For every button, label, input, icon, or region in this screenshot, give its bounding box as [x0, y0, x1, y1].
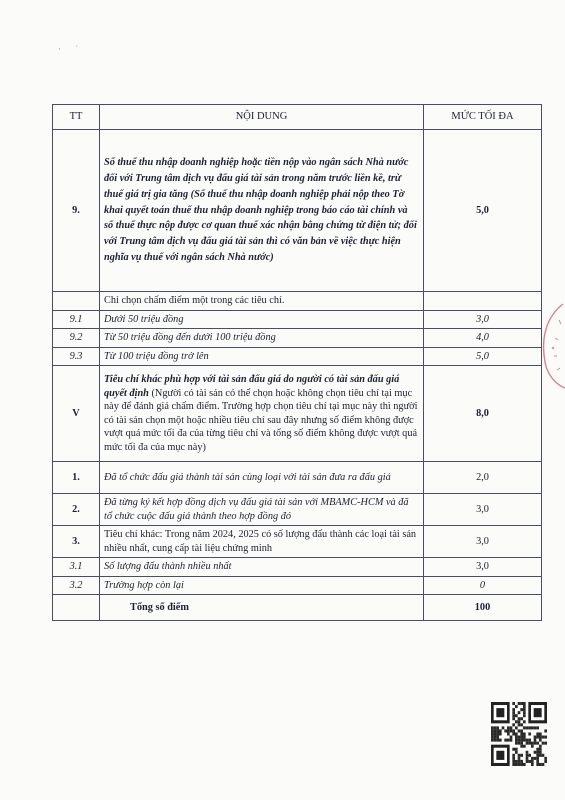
row-tt: 1. — [53, 462, 100, 494]
row-content: Tiêu chí khác: Trong năm 2024, 2025 có số lượng đấu thành các loại tài sản nhiều nhất, cung cấp tài liệu chứng minh — [100, 526, 424, 558]
row-max: 3,0 — [424, 310, 542, 329]
header-max: MỨC TỐI ĐA — [424, 105, 542, 130]
row-max: 5,0 — [424, 130, 542, 292]
row-tt: 3.2 — [53, 576, 100, 595]
row-content: Đã tổ chức đấu giá thành tài sản cùng loại với tài sản đưa ra đấu giá — [100, 462, 424, 494]
header-content: NỘI DUNG — [100, 105, 424, 130]
row-content-bold: Tiêu chí khác phù hợp với tài sản đấu giá do người có tài sản đấu giá quyết định — [104, 374, 400, 399]
table-row — [53, 526, 542, 558]
table-row — [53, 576, 542, 595]
row-max: 8,0 — [424, 366, 542, 462]
table-row — [53, 494, 542, 526]
row-content: Số thuế thu nhập doanh nghiệp hoặc tiền nộp vào ngân sách Nhà nước đối với Trung tâm dịch vụ đấu giá tài sản trong năm trước liền kề, trừ thuế giá trị gia tăng (Số thuế thu nhập doanh nghiệp phải nộp theo Tờ khai quyết toán thuế thu nhập doanh nghiệp trong báo cáo tài chính và số thuế thực nộp được cơ quan thuế xác nhận bằng chứng từ điện tử; đối với Trung tâm dịch vụ đấu giá tài sản thì có văn bản về việc thực hiện nghĩa vụ thuế với ngân sách Nhà nước) — [100, 130, 424, 292]
row-tt — [53, 292, 100, 311]
row-max: 5,0 — [424, 347, 542, 366]
row-content: Từ 50 triệu đồng đến dưới 100 triệu đồng — [100, 329, 424, 348]
criteria-table — [52, 104, 542, 621]
row-tt: 3. — [53, 526, 100, 558]
row-content: Dưới 50 triệu đồng — [100, 310, 424, 329]
row-content: Đã từng ký kết hợp đồng dịch vụ đấu giá tài sản với MBAMC-HCM và đã tổ chức cuộc đấu giá thành theo hợp đồng đó — [100, 494, 424, 526]
row-content — [100, 366, 424, 462]
row-max: 3,0 — [424, 558, 542, 577]
row-max — [424, 292, 542, 311]
table-row — [53, 366, 542, 462]
table-row — [53, 310, 542, 329]
total-max: 100 — [424, 595, 542, 621]
row-tt: 9.2 — [53, 329, 100, 348]
row-tt: 9.1 — [53, 310, 100, 329]
row-max: 0 — [424, 576, 542, 595]
row-tt: 3.1 — [53, 558, 100, 577]
table-row — [53, 347, 542, 366]
row-max: 3,0 — [424, 494, 542, 526]
row-tt: 2. — [53, 494, 100, 526]
table-row — [53, 292, 542, 311]
qr-code — [491, 702, 547, 766]
row-content: Trường hợp còn lại — [100, 576, 424, 595]
row-max: 2,0 — [424, 462, 542, 494]
row-content: Số lượng đấu thành nhiều nhất — [100, 558, 424, 577]
total-tt — [53, 595, 100, 621]
total-label: Tổng số điểm — [100, 595, 424, 621]
row-content: Từ 100 triệu đồng trở lên — [100, 347, 424, 366]
table-row — [53, 329, 542, 348]
header-tt: TT — [53, 105, 100, 130]
table-header-row — [53, 105, 542, 130]
table-row — [53, 558, 542, 577]
table-row — [53, 462, 542, 494]
table-total-row — [53, 595, 542, 621]
row-max: 3,0 — [424, 526, 542, 558]
red-seal-stamp — [537, 300, 565, 390]
row-content: Chỉ chọn chấm điểm một trong các tiêu chí. — [100, 292, 424, 311]
row-tt: 9.3 — [53, 347, 100, 366]
row-content-rest: (Người có tài sản có thể chọn hoặc không chọn tiêu chí tại mục này để đánh giá chấm điểm. Trường hợp chọn tiêu chí tại mục này thì người có tài sản chọn một hoặc nhiều tiêu chí sau đây nhưng số điểm không được vượt quá mức tối đa của từng tiêu chí và tổng số điểm không được vượt quá mức tối đa của mục này) — [104, 387, 418, 453]
row-max: 4,0 — [424, 329, 542, 348]
scan-specks: · ˙ — [58, 44, 85, 54]
row-tt: V — [53, 366, 100, 462]
table-row — [53, 130, 542, 292]
row-tt: 9. — [53, 130, 100, 292]
